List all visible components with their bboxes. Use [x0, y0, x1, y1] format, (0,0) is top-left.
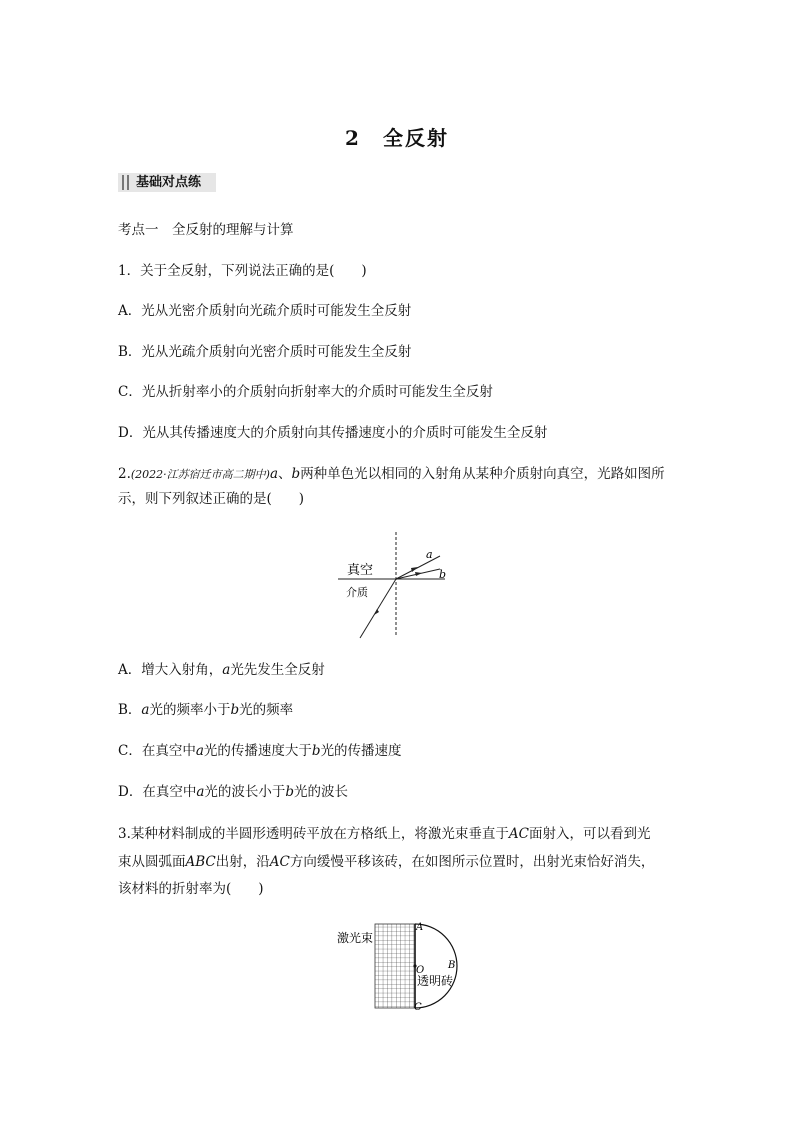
label-laser: 激光束 — [337, 931, 374, 945]
label-medium: 介质 — [346, 586, 368, 599]
label-C: C — [414, 1002, 422, 1013]
q2-stem: 2.(2022·江苏宿迁市高二期中)a、b两种单色光以相同的入射角从某种介质射向真空，光路如图所示，则下列叙述正确的是( ) — [118, 466, 665, 507]
label-ray-b: b — [439, 568, 447, 581]
q2-option-d: D．在真空中a光的波长小于b光的波长 — [118, 784, 349, 800]
q2-option-b: B．a光的频率小于b光的频率 — [118, 702, 294, 718]
q1-option-a: A．光从光密介质射向光疏介质时可能发生全反射 — [118, 303, 412, 319]
refracted-ray-a — [396, 556, 440, 579]
arrow-incident-icon — [374, 609, 379, 615]
label-A: A — [416, 922, 424, 933]
label-vacuum: 真空 — [347, 563, 374, 578]
q1-option-b: B．光从光疏介质射向光密介质时可能发生全反射 — [118, 344, 412, 360]
q2-source: (2022·江苏宿迁市高二期中) — [130, 468, 270, 481]
q3-line-2: 束从圆弧面ABC出射，沿AC方向缓慢平移该砖，在如图所示位置时，出射光束恰好消失， — [118, 854, 655, 870]
label-ray-a: a — [426, 548, 433, 561]
q3-brick-figure — [330, 918, 470, 1016]
arrow-a-icon — [411, 567, 418, 572]
topic-heading: 考点一 全反射的理解与计算 — [118, 222, 294, 238]
page-title: 2 全反射 — [345, 126, 449, 150]
label-O: O — [416, 965, 425, 976]
grid-paper — [375, 924, 415, 1008]
section-tag: 基础对点练 — [118, 173, 216, 192]
label-brick: 透明砖 — [417, 974, 454, 988]
q2-option-a: A．增大入射角，a光先发生全反射 — [118, 662, 325, 678]
q1-option-d: D．光从其传播速度大的介质射向其传播速度小的介质时可能发生全反射 — [118, 425, 548, 441]
q2-refraction-figure — [330, 530, 470, 642]
q3-line-1: 3.某种材料制成的半圆形透明砖平放在方格纸上，将激光束垂直于AC面射入，可以看到光 — [118, 826, 651, 842]
q2-option-c: C．在真空中a光的传播速度大于b光的传播速度 — [118, 743, 402, 759]
q1-stem: 1．关于全反射，下列说法正确的是( ) — [118, 263, 367, 279]
q3-line-3: 该材料的折射率为( ) — [118, 881, 264, 897]
label-B: B — [448, 960, 456, 971]
tag-bars-icon — [122, 175, 131, 190]
q1-option-c: C．光从折射率小的介质射向折射率大的介质时可能发生全反射 — [118, 384, 493, 400]
arrow-b-icon — [415, 572, 422, 576]
